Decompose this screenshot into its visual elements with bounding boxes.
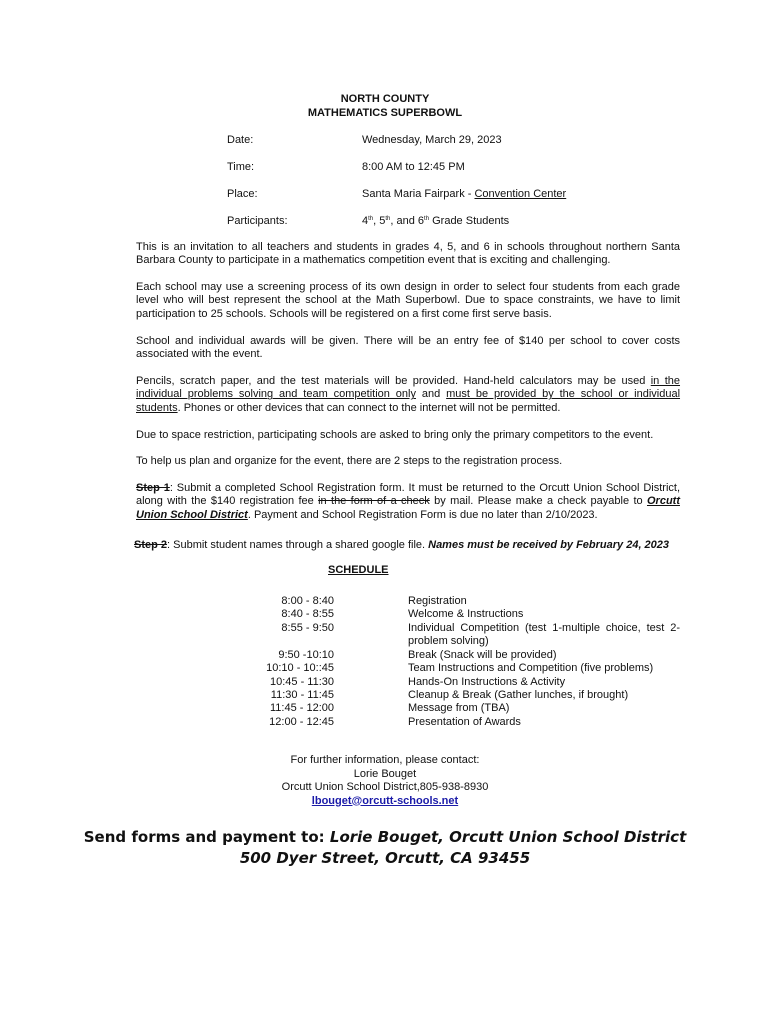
step-2-label: Step 2 — [134, 539, 168, 551]
contact-block — [0, 754, 770, 808]
grade-6: , and 6 — [390, 215, 425, 227]
schedule-time: 10:10 - 10::45 — [266, 662, 334, 675]
schedule-heading: SCHEDULE — [328, 564, 389, 576]
schedule-activity: Message from (TBA) — [408, 702, 510, 715]
send-to-prefix: Send forms and payment to: — [83, 828, 330, 846]
grade-5: , 5 — [373, 215, 386, 227]
schedule-time: 9:50 -10:10 — [278, 648, 334, 661]
title-line-2: MATHEMATICS SUPERBOWL — [307, 107, 463, 119]
invitation-paragraph: This is an invitation to all teachers and students in grades 4, 5, and 6 in schools throughout northern Santa Barbara County to participate in a mathematics competition event that is exciting and challenging. — [136, 241, 680, 267]
steps-intro-paragraph: To help us plan and organize for the event, there are 2 steps to the registration process. — [136, 455, 563, 467]
schedule-activity: Presentation of Awards — [408, 715, 521, 728]
step-1-text-c: by mail. Please make a check payable to — [429, 495, 647, 508]
grade-tail: Grade Students — [429, 215, 510, 227]
schedule-row — [232, 622, 680, 649]
title-line-1: NORTH COUNTY — [340, 93, 430, 105]
date-value: Wednesday, March 29, 2023 — [362, 134, 502, 146]
schedule-time: 8:55 - 9:50 — [281, 621, 334, 634]
send-to-block — [0, 827, 770, 869]
payee-name: Orcutt Union School District — [136, 495, 680, 521]
space-paragraph: Due to space restriction, participating schools are asked to bring only the primary competitors to the event. — [136, 429, 654, 441]
contact-email-link[interactable]: lbouget@orcutt-schools.net — [311, 794, 459, 807]
place-link: Convention Center — [474, 188, 567, 200]
ordinal-suffix: th — [385, 216, 391, 222]
step-1-label: Step 1 — [136, 482, 170, 494]
schedule-time: 11:30 - 11:45 — [270, 688, 334, 701]
schedule-activity: Individual Competition (test 1-multiple choice, test 2-problem solving) — [408, 621, 680, 648]
schedule-time: 8:00 - 8:40 — [281, 595, 334, 607]
schedule-table — [232, 595, 680, 729]
schedule-row — [232, 689, 680, 702]
schedule-activity: Break (Snack will be provided) — [408, 648, 557, 661]
participants-value — [362, 215, 509, 228]
schedule-row — [232, 649, 680, 662]
participants-row — [227, 215, 687, 229]
send-to-line-1 — [0, 827, 770, 848]
step-2-paragraph — [134, 539, 678, 552]
schedule-activity: Registration — [408, 595, 467, 607]
step-1-paragraph — [136, 482, 680, 522]
materials-paragraph — [136, 375, 680, 415]
schedule-activity: Welcome & Instructions — [408, 608, 524, 621]
step-1-text-a: : Submit a completed School Registration form. It must be returned to the Orcutt Union School District, along with the $140 registration fee — [136, 482, 680, 508]
grade-4: 4 — [362, 215, 369, 227]
materials-text-a: Pencils, scratch paper, and the test materials will be provided. Hand-held calculators may be used — [136, 375, 651, 387]
schedule-row — [232, 716, 680, 729]
schedule-time: 8:40 - 8:55 — [281, 608, 334, 621]
place-value — [362, 188, 566, 201]
schedule-row — [232, 595, 680, 608]
send-to-address: 500 Dyer Street, Orcutt, CA 93455 — [239, 849, 531, 867]
time-row — [227, 161, 687, 175]
place-label: Place: — [227, 188, 258, 200]
schedule-row — [232, 662, 680, 675]
step-2-text: : Submit student names through a shared google file. — [167, 539, 429, 551]
schedule-activity: Team Instructions and Competition (five problems) — [408, 662, 654, 675]
schedule-time: 10:45 - 11:30 — [269, 675, 334, 688]
schedule-row — [232, 702, 680, 715]
time-label: Time: — [227, 161, 255, 173]
deadline-text: Names must be received by February 24, 2023 — [428, 539, 670, 551]
schedule-time: 12:00 - 12:45 — [269, 715, 334, 728]
date-row — [227, 134, 687, 148]
schedule-activity: Hands-On Instructions & Activity — [408, 675, 566, 688]
schedule-row — [232, 676, 680, 689]
ordinal-suffix: th — [424, 216, 430, 222]
schedule-row — [232, 608, 680, 621]
schedule-time: 11:45 - 12:00 — [269, 702, 334, 715]
place-prefix: Santa Maria Fairpark - — [362, 188, 475, 200]
ordinal-suffix: th — [368, 216, 374, 222]
send-to-name: Lorie Bouget, Orcutt Union School District — [329, 828, 687, 846]
materials-text-c: and — [415, 388, 447, 401]
contact-org-phone: Orcutt Union School District,805-938-8930 — [281, 781, 489, 793]
participants-label: Participants: — [227, 215, 288, 227]
schedule-activity: Cleanup & Break (Gather lunches, if brought) — [408, 688, 629, 701]
materials-underline-1: in the individual problems solving and team competition only — [136, 375, 681, 401]
awards-paragraph: School and individual awards will be given. There will be an entry fee of $140 per school to cover costs associated with the event. — [136, 335, 680, 361]
screening-paragraph: Each school may use a screening process of its own design in order to select four students from each grade level who will best represent the school at the Math Superbowl. Due to space constraints, we have to limit participation to 25 schools. Schools will be registered on a first come first serve basis. — [136, 281, 680, 320]
materials-underline-2: must be provided by the school or individual students — [136, 388, 681, 414]
time-value: 8:00 AM to 12:45 PM — [362, 161, 465, 173]
place-row — [227, 188, 687, 202]
contact-name: Lorie Bouget — [353, 767, 417, 780]
date-label: Date: — [227, 134, 254, 146]
contact-intro: For further information, please contact: — [290, 754, 480, 766]
step-1-strike: in the form of a check — [318, 495, 430, 508]
step-1-text-e: . Payment and School Registration Form is due no later than 2/10/2023. — [247, 508, 598, 521]
materials-text-e: . Phones or other devices that can connect to the internet will not be permitted. — [177, 401, 561, 414]
